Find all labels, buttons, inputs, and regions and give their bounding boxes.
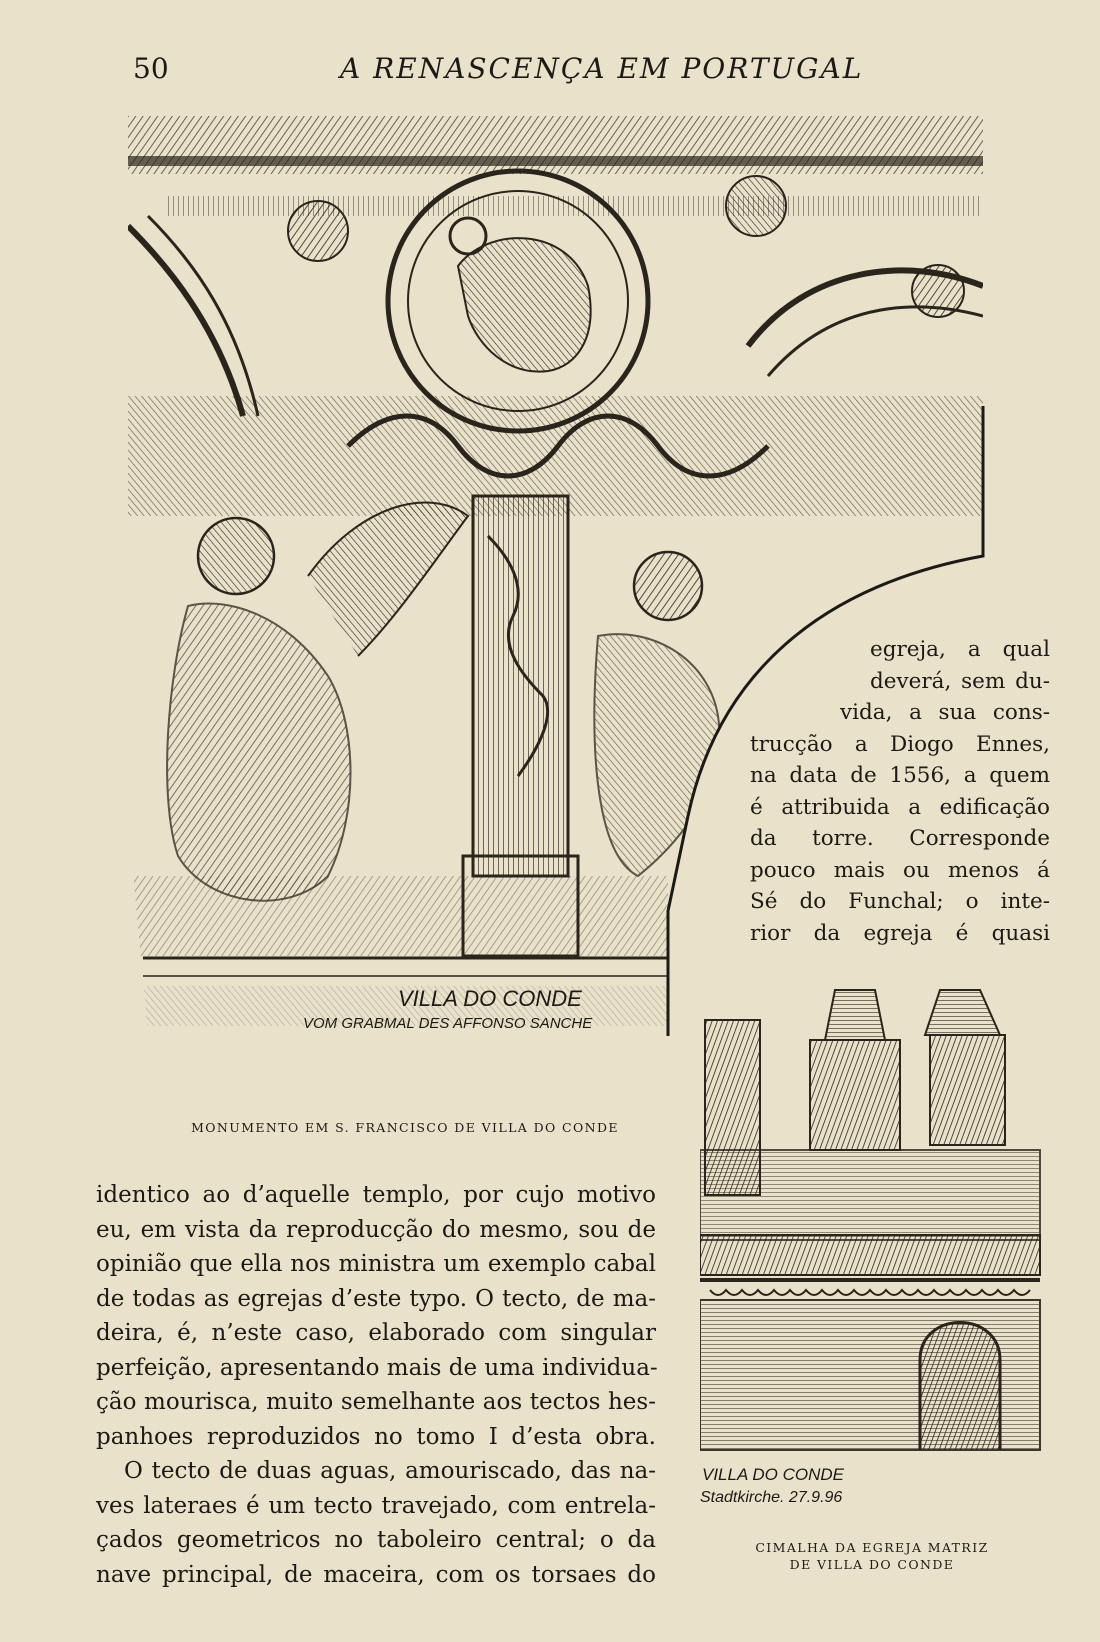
cornice-caption-line-1: CIMALHA DA EGREJA MATRIZ [755,1540,989,1555]
monument-engraving [128,116,1028,1096]
right-line-4: trucção a Diogo Ennes, [750,731,1050,757]
main-line-2: eu, em vista da reproducção do mesmo, sou de [96,1216,656,1243]
right-line-1: egreja, a qual [870,637,1050,662]
cornice-caption [726,1539,1018,1573]
cornice-inscription-1: VILLA DO CONDE [702,1465,845,1484]
main-line-8: panhoes reproduzidos no tomo I d’esta obra. [96,1423,656,1450]
main-line-12: nave principal, de maceira, com os torsaes do [96,1561,656,1588]
right-line-9: Sé do Funchal; o inte- [750,889,1050,914]
cornice-inscription-2: Stadtkirche. 27.9.96 [700,1489,843,1506]
monument-inscription-2: VOM GRABMAL DES AFFONSO SANCHE [303,1015,593,1032]
right-line-8: pouco mais ou menos á [750,857,1050,883]
right-line-5: na data de 1556, a quem [750,763,1050,788]
right-line-2: deverá, sem du- [870,668,1050,694]
right-column-text [750,634,1050,949]
main-line-3: opinião que ella nos ministra um exemplo cabal [96,1251,656,1277]
main-line-9: O tecto de duas aguas, amouriscado, das na- [124,1458,656,1484]
running-title: A RENASCENÇA EM PORTUGAL [340,52,864,85]
page-number: 50 [133,52,169,85]
monument-inscription-1: VILLA DO CONDE [398,986,582,1011]
right-line-6: é attribuida a edificação [750,794,1050,820]
main-column-text [96,1178,656,1592]
main-line-11: çados geometricos no taboleiro central; o da [96,1527,656,1553]
monument-caption: MONUMENTO EM S. FRANCISCO DE VILLA DO CONDE [191,1120,619,1135]
main-line-5: deira, é, n’este caso, elaborado com singular [96,1320,656,1346]
monument-illustration [128,116,1028,1096]
cornice-illustration [700,980,1052,1535]
main-line-4: de todas as egrejas d’este typo. O tecto, de ma- [96,1285,656,1312]
main-line-7: ção mourisca, muito semelhante aos tectos hes- [96,1389,656,1415]
cornice-sketch [700,980,1052,1535]
main-line-10: ves lateraes é um tecto travejado, com entrela- [96,1492,656,1519]
main-line-6: perfeição, apresentando mais de uma individua- [96,1354,658,1381]
cornice-caption-line-2: DE VILLA DO CONDE [789,1557,955,1572]
main-line-1: identico ao d’aquelle templo, por cujo motivo [96,1182,656,1208]
page-header [0,48,1100,88]
right-line-7: da torre. Corresponde [750,826,1050,851]
right-line-10: rior da egreja é quasi [750,920,1050,946]
right-line-3: vida, a sua cons- [840,700,1050,725]
